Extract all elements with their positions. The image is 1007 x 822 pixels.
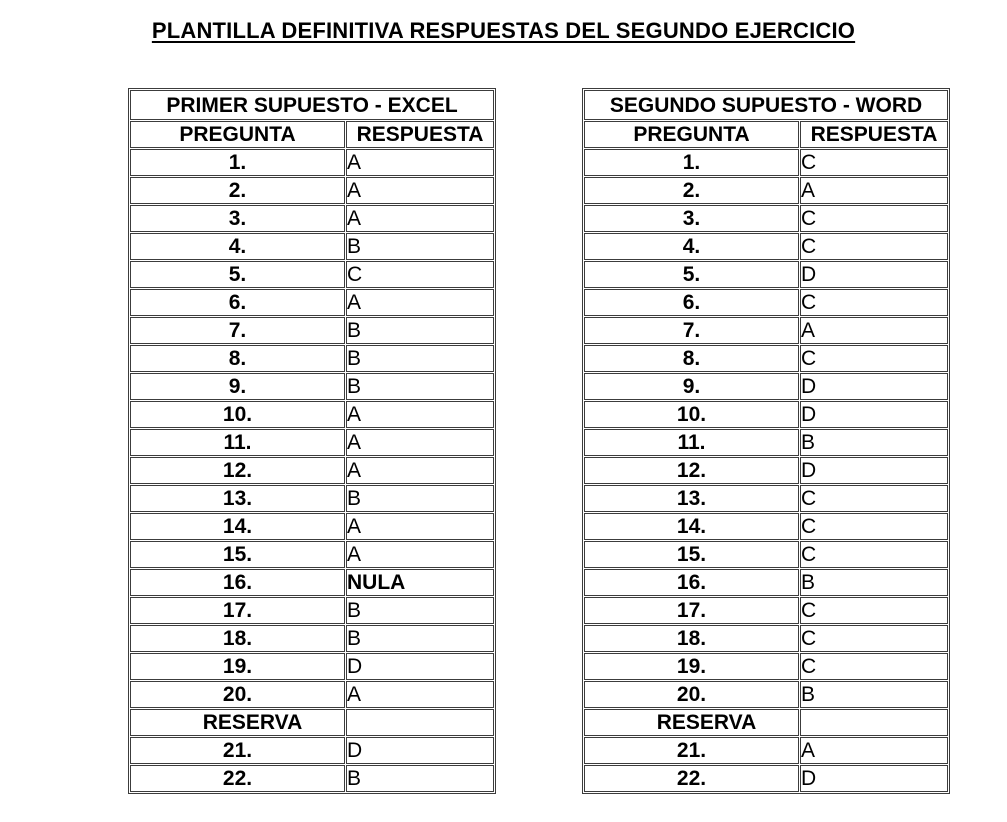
table-title: SEGUNDO SUPUESTO - WORD	[584, 90, 948, 120]
table-row	[584, 345, 948, 372]
answer-cell: D	[346, 737, 494, 764]
table-row	[584, 485, 948, 512]
table-row	[584, 513, 948, 540]
table-row	[130, 401, 494, 428]
table-row	[584, 289, 948, 316]
answer-cell: D	[800, 401, 948, 428]
table-row	[130, 513, 494, 540]
question-number-cell: 3.	[130, 205, 345, 232]
answer-cell: C	[800, 597, 948, 624]
table-header-row	[130, 121, 494, 148]
answer-cell	[346, 709, 494, 736]
answer-cell: A	[346, 149, 494, 176]
answer-cell: B	[346, 625, 494, 652]
question-number-cell: 21.	[584, 737, 799, 764]
table-title: PRIMER SUPUESTO - EXCEL	[130, 90, 494, 120]
question-number-cell: 4.	[130, 233, 345, 260]
table-row	[130, 233, 494, 260]
table-row	[130, 317, 494, 344]
table-row	[584, 569, 948, 596]
answer-cell: D	[800, 457, 948, 484]
question-number-cell: 13.	[130, 485, 345, 512]
table-row	[130, 541, 494, 568]
table-row	[130, 709, 494, 736]
question-number-cell: 9.	[584, 373, 799, 400]
reserva-label-cell: RESERVA	[130, 709, 345, 736]
answer-cell: C	[800, 653, 948, 680]
question-number-cell: 7.	[130, 317, 345, 344]
answer-cell: D	[800, 373, 948, 400]
table-row	[130, 149, 494, 176]
table-title-row	[584, 90, 948, 120]
table-row	[130, 261, 494, 288]
answer-cell: B	[800, 429, 948, 456]
table-title-row	[130, 90, 494, 120]
question-number-cell: 10.	[584, 401, 799, 428]
answer-cell: D	[800, 765, 948, 792]
answer-cell: C	[800, 289, 948, 316]
answer-cell: B	[800, 681, 948, 708]
answer-cell: C	[800, 205, 948, 232]
table-row	[584, 373, 948, 400]
answer-cell: A	[800, 737, 948, 764]
table-row	[130, 653, 494, 680]
question-number-cell: 14.	[584, 513, 799, 540]
question-number-cell: 11.	[584, 429, 799, 456]
table-row	[584, 653, 948, 680]
reserva-label-cell: RESERVA	[584, 709, 799, 736]
tables-container	[128, 88, 950, 794]
question-number-cell: 17.	[130, 597, 345, 624]
answer-cell: A	[346, 401, 494, 428]
answer-cell: A	[800, 317, 948, 344]
table-row	[584, 597, 948, 624]
table-row	[584, 541, 948, 568]
question-number-cell: 15.	[584, 541, 799, 568]
table-row	[584, 429, 948, 456]
answer-cell: A	[346, 205, 494, 232]
question-number-cell: 17.	[584, 597, 799, 624]
question-number-cell: 12.	[584, 457, 799, 484]
question-number-cell: 21.	[130, 737, 345, 764]
table-row	[584, 457, 948, 484]
answer-cell: A	[346, 541, 494, 568]
table-row	[130, 597, 494, 624]
table-row	[584, 149, 948, 176]
question-number-cell: 6.	[130, 289, 345, 316]
question-number-cell: 1.	[584, 149, 799, 176]
question-number-cell: 7.	[584, 317, 799, 344]
question-number-cell: 4.	[584, 233, 799, 260]
column-header-pregunta: PREGUNTA	[130, 121, 345, 148]
question-number-cell: 20.	[130, 681, 345, 708]
table-row	[584, 233, 948, 260]
question-number-cell: 22.	[130, 765, 345, 792]
question-number-cell: 3.	[584, 205, 799, 232]
column-header-respuesta: RESPUESTA	[800, 121, 948, 148]
answer-cell: B	[346, 485, 494, 512]
answer-cell: C	[800, 541, 948, 568]
answer-table-excel	[128, 88, 496, 794]
answer-cell	[800, 709, 948, 736]
table-row	[584, 625, 948, 652]
question-number-cell: 5.	[584, 261, 799, 288]
page-title: PLANTILLA DEFINITIVA RESPUESTAS DEL SEGUNDO EJERCICIO	[151, 18, 856, 43]
table-row	[584, 317, 948, 344]
question-number-cell: 18.	[584, 625, 799, 652]
question-number-cell: 20.	[584, 681, 799, 708]
answer-cell: A	[346, 681, 494, 708]
table-row	[130, 765, 494, 792]
answer-table-word	[582, 88, 950, 794]
question-number-cell: 11.	[130, 429, 345, 456]
answer-cell: B	[346, 233, 494, 260]
answer-cell: A	[346, 289, 494, 316]
answer-cell: C	[800, 345, 948, 372]
answer-cell: B	[800, 569, 948, 596]
question-number-cell: 8.	[584, 345, 799, 372]
answer-cell: D	[800, 261, 948, 288]
answer-cell: NULA	[346, 569, 494, 596]
table-row	[584, 401, 948, 428]
question-number-cell: 18.	[130, 625, 345, 652]
answer-cell: B	[346, 597, 494, 624]
table-header-row	[584, 121, 948, 148]
question-number-cell: 22.	[584, 765, 799, 792]
table-row	[130, 681, 494, 708]
answer-cell: A	[346, 177, 494, 204]
question-number-cell: 16.	[584, 569, 799, 596]
answer-cell: B	[346, 765, 494, 792]
table-row	[584, 737, 948, 764]
table-row	[584, 177, 948, 204]
answer-cell: A	[346, 457, 494, 484]
answer-cell: D	[346, 653, 494, 680]
column-header-respuesta: RESPUESTA	[346, 121, 494, 148]
table-row	[130, 205, 494, 232]
table-row	[584, 709, 948, 736]
question-number-cell: 8.	[130, 345, 345, 372]
table-row	[584, 681, 948, 708]
table-row	[130, 569, 494, 596]
answer-cell: A	[346, 429, 494, 456]
table-row	[130, 345, 494, 372]
question-number-cell: 6.	[584, 289, 799, 316]
table-row	[584, 205, 948, 232]
answer-cell: B	[346, 317, 494, 344]
question-number-cell: 5.	[130, 261, 345, 288]
question-number-cell: 19.	[130, 653, 345, 680]
table-row	[130, 625, 494, 652]
question-number-cell: 10.	[130, 401, 345, 428]
answer-cell: C	[800, 149, 948, 176]
table-row	[130, 457, 494, 484]
table-row	[130, 737, 494, 764]
question-number-cell: 2.	[130, 177, 345, 204]
table-row	[130, 485, 494, 512]
answer-cell: A	[346, 513, 494, 540]
answer-cell: C	[800, 625, 948, 652]
table-row	[584, 765, 948, 792]
question-number-cell: 14.	[130, 513, 345, 540]
answer-cell: B	[346, 345, 494, 372]
question-number-cell: 2.	[584, 177, 799, 204]
table-row	[584, 261, 948, 288]
question-number-cell: 9.	[130, 373, 345, 400]
table-row	[130, 373, 494, 400]
answer-cell: A	[800, 177, 948, 204]
question-number-cell: 19.	[584, 653, 799, 680]
table-row	[130, 429, 494, 456]
question-number-cell: 15.	[130, 541, 345, 568]
table-row	[130, 289, 494, 316]
answer-cell: C	[800, 513, 948, 540]
question-number-cell: 16.	[130, 569, 345, 596]
table-row	[130, 177, 494, 204]
question-number-cell: 13.	[584, 485, 799, 512]
answer-cell: C	[800, 233, 948, 260]
column-header-pregunta: PREGUNTA	[584, 121, 799, 148]
question-number-cell: 1.	[130, 149, 345, 176]
answer-cell: C	[800, 485, 948, 512]
answer-cell: B	[346, 373, 494, 400]
question-number-cell: 12.	[130, 457, 345, 484]
answer-cell: C	[346, 261, 494, 288]
